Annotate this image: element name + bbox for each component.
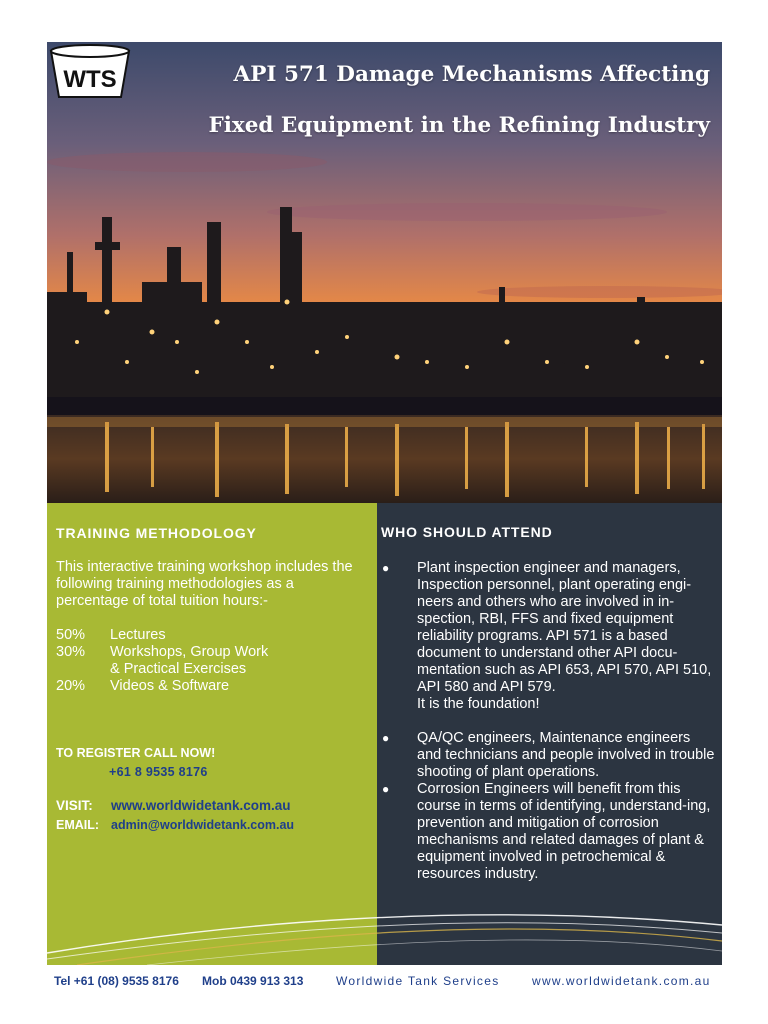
list-item bbox=[377, 560, 717, 713]
footer-website[interactable]: www.worldwidetank.com.au bbox=[532, 974, 711, 988]
attend-item-text: Plant inspection engineer and managers, Inspection personnel, plant operating engi-neers and others who are involved in in-spection, RBI, FFS and fixed equipment reliability programs. API 571 is a based document to understand other API docu-mentation such as API 653, API 570, API 510, API 580 and API 579. bbox=[417, 560, 712, 695]
register-phone[interactable]: +61 8 9535 8176 bbox=[109, 765, 208, 779]
attend-foundation-text: It is the foundation! bbox=[417, 696, 540, 712]
method-row bbox=[56, 644, 268, 661]
method-percent: 30% bbox=[56, 644, 86, 660]
attend-item-text: QA/QC engineers, Maintenance engineers and technicians and people involved in trouble shooting of plant operations. bbox=[417, 730, 715, 780]
list-item bbox=[377, 781, 717, 883]
bullet-icon: ● bbox=[382, 561, 390, 575]
register-callout: TO REGISTER CALL NOW! bbox=[56, 746, 216, 760]
hero-image bbox=[47, 42, 722, 503]
footer-tel: Tel +61 (08) 9535 8176 bbox=[54, 974, 179, 988]
decorative-swoosh bbox=[47, 895, 722, 965]
method-percent: 20% bbox=[56, 678, 86, 694]
methods-list bbox=[56, 627, 268, 695]
method-percent: 50% bbox=[56, 627, 86, 643]
method-description-continued: & Practical Exercises bbox=[110, 661, 247, 677]
visit-label: VISIT: bbox=[56, 798, 93, 813]
method-description: Lectures bbox=[110, 627, 166, 643]
method-description: Videos & Software bbox=[110, 678, 230, 694]
bullet-icon: ● bbox=[382, 731, 390, 745]
website-link[interactable]: www.worldwidetank.com.au bbox=[111, 798, 291, 813]
method-row-continued bbox=[56, 661, 268, 678]
page-title-line-1: API 571 Damage Mechanisms Affecting bbox=[233, 62, 710, 87]
footer-company: Worldwide Tank Services bbox=[336, 974, 500, 988]
email-label: EMAIL: bbox=[56, 818, 100, 832]
training-intro: This interactive training workshop includes the following training methodologies as a percentage of total tuition hours:- bbox=[56, 559, 353, 609]
email-link[interactable]: admin@worldwidetank.com.au bbox=[111, 818, 295, 832]
training-heading: TRAINING METHODOLOGY bbox=[56, 525, 257, 541]
company-logo bbox=[49, 43, 131, 101]
email-row bbox=[56, 818, 294, 832]
logo-text: WTS bbox=[63, 66, 117, 93]
attend-item-text: Corrosion Engineers will benefit from this course in terms of identifying, understand-ing, prevention and mitigation of corrosion mechanisms and related damages of plant & equipment involved in petrochemical & resources industry. bbox=[417, 781, 711, 882]
method-description: Workshops, Group Work bbox=[110, 644, 269, 660]
attend-heading: WHO SHOULD ATTEND bbox=[381, 524, 553, 540]
list-item bbox=[377, 730, 717, 781]
method-row bbox=[56, 678, 268, 695]
bullet-icon: ● bbox=[382, 782, 390, 796]
method-row bbox=[56, 627, 268, 644]
footer-mobile: Mob 0439 913 313 bbox=[202, 974, 304, 988]
attend-list bbox=[377, 560, 717, 883]
page-title-line-2: Fixed Equipment in the Refining Industry bbox=[208, 113, 710, 138]
visit-row bbox=[56, 798, 291, 813]
